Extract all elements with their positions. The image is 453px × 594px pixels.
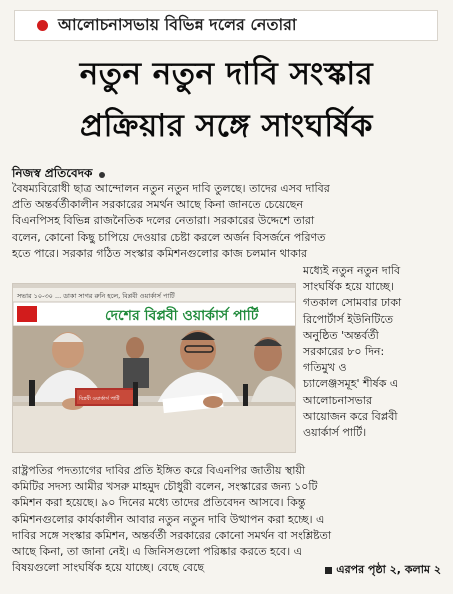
headline [8,48,445,152]
side-line: সরকারের ৮০ দিন: [303,344,385,358]
paragraph-line: কমিশন করা হয়েছে। ৯০ দিনের মধ্যে তাদের প্রতিবেদন আসবে। কিন্তু [12,496,306,510]
photo-banner-text: দেশের বিপ্লবী ওয়ার্কার্স পার্টি [105,308,259,324]
red-dot-icon [37,20,48,31]
paragraph-line: কমিটির সদস্য আমীর খসরু মাহমুদ চৌধুরী বলেন, সংস্কারের জন্য ১০টি [12,480,318,494]
paragraph-line: বিষয়গুলো সাংঘর্ষিক হয়ে যাচ্ছে। বেছে বেছে [12,561,205,575]
continuation-text: এরপর পৃষ্ঠা ২, কলাম ২ [336,563,441,576]
side-line: রিপোর্টার্স ইউনিটিতে [303,312,394,326]
paragraph-line: রাষ্ট্রপতির পদত্যাগের দাবির প্রতি ইঙ্গিত করে বিএনপির জাতীয় স্থায়ী [12,464,306,477]
bullet-icon [99,172,105,178]
paragraph-line: আছে কিনা, তা জানা নেই। এ জিনিসগুলো পরিষ্কার করতে হবে। এ [12,544,303,558]
paragraph-line: দাবির সঙ্গে সংস্কার কমিশন, অন্তর্বর্তী সরকারের কোনো সমর্থন বা সংশ্লিষ্টতা [12,528,332,542]
side-line: চ্যালেঞ্জসমূহ' শীর্ষক এ [303,377,399,391]
continuation-link[interactable] [325,561,441,580]
side-line: অনুষ্ঠিত 'অন্তর্বর্তী [303,328,379,342]
paragraph-line: বৈষম্যবিরোধী ছাত্র আন্দোলন নতুন নতুন দাবি তুলছে। তাদের এসব দাবির [12,182,330,195]
side-line: গতিমুখ ও [303,361,347,375]
paragraph-line: বিএনপিসহ বিভিন্ন রাজনৈতিক দলের নেতারা। সরকারের উদ্দেশে তারা [12,214,315,228]
square-bullet-icon [325,567,332,574]
photo-illustration [13,284,296,453]
byline-text: নিজস্ব প্রতিবেদক [12,166,93,180]
paragraph-line: বলেন, কোনো কিছু চাপিয়ে দেওয়ার চেষ্টা করলে অর্জন বিসর্জনে পরিণত [12,230,326,244]
headline-line-1: নতুন নতুন দাবি সংস্কার [79,56,374,92]
photo-nameplate-text: বিপ্লবী ওয়ার্কার্স পার্টি [79,396,120,402]
side-line: আলোচনাসভার [303,393,373,407]
side-line: ওয়ার্কার্স পার্টি। [303,425,367,439]
side-column [303,263,443,441]
paragraph-line: হতে পারে। সরকার গঠিত সংস্কার কমিশনগুলোর কাজ চলমান থাকার [12,246,308,260]
paragraph-1 [12,181,441,262]
paragraph-line: কমিশনগুলোর কার্যকালীন আবার নতুন নতুন দাবি উত্থাপন করা হচ্ছে। এ [12,512,325,526]
headline-line-2: প্রক্রিয়ার সঙ্গে সাংঘর্ষিক [80,108,373,144]
kicker-bar [14,10,438,41]
side-line: সাংঘর্ষিক হয়ে যাচ্ছে। [303,280,394,294]
kicker-text: আলোচনাসভায় বিভিন্ন দলের নেতারা [58,15,297,34]
paragraph-line: প্রতি অন্তর্বর্তীকালীন সরকারের সমর্থন আছে কিনা জানতে চেয়েছেন [12,198,304,212]
side-line: গতকাল সোমবার ঢাকা [303,296,402,310]
side-line: মধ্যেই নতুন নতুন দাবি [303,264,401,277]
side-line: আয়োজন করে বিপ্লবী [303,409,398,423]
photo-banner-small: সভার ১০-৩০ ... ডাকা সাগর রুনি হলে, বিপ্লবী ওয়ার্কার্স পার্টি [17,292,175,300]
paragraph-2 [12,463,441,576]
news-photo [12,283,296,453]
